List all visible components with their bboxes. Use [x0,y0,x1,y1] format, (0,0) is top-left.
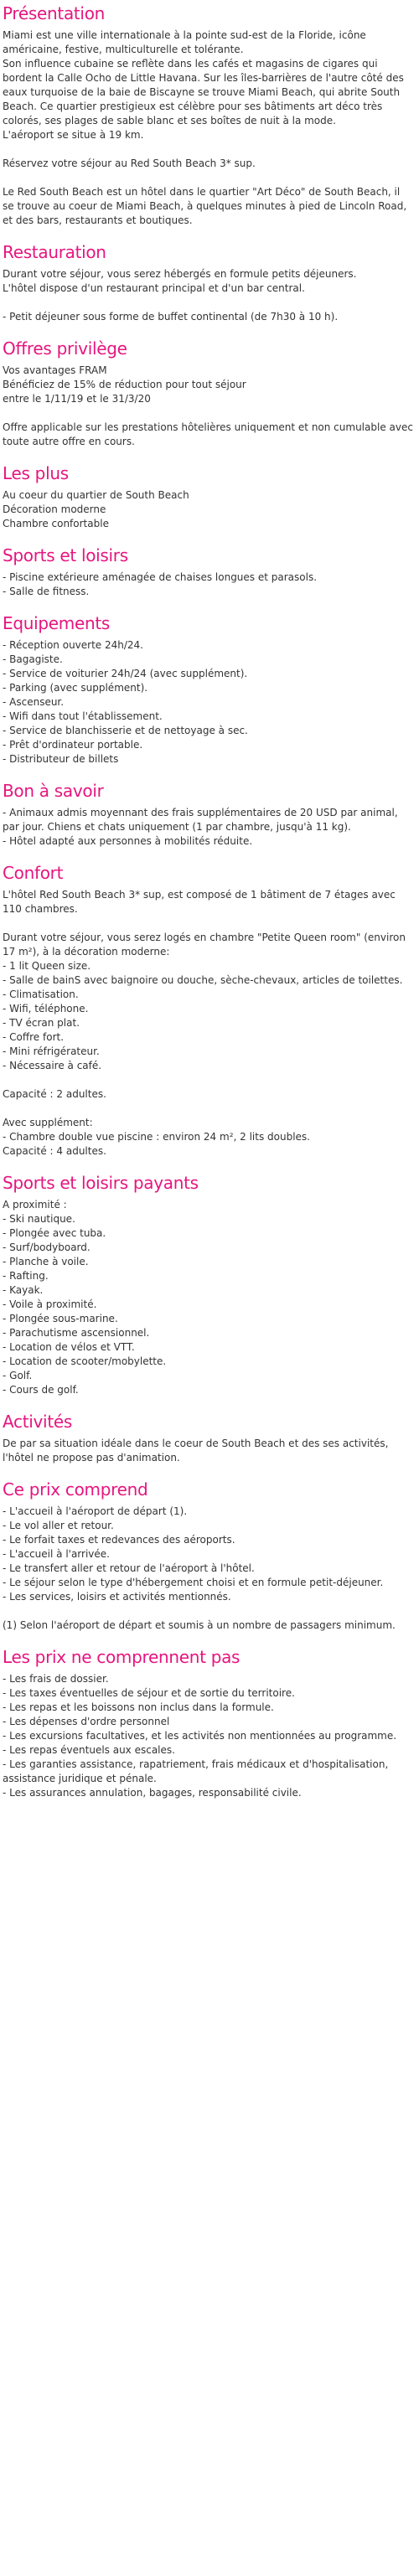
section-body [3,267,413,324]
paragraph-spacer [3,296,413,310]
section [3,337,413,449]
list-item: - Parachutisme ascensionnel. [3,1327,150,1339]
list-item: - Surf/bodyboard. [3,1242,91,1253]
list-item: - 1 lit Queen size. [3,960,91,972]
paragraph-line: L'hôtel dispose d'un restaurant principal et d'un bar central. [3,282,305,294]
paragraph-spacer [3,1102,413,1116]
section [3,1645,413,1800]
list-item: - Les excursions facultatives, et les activités non mentionnées au programme. [3,1730,397,1742]
list-item: - Rafting. [3,1270,49,1282]
paragraph-spacer [3,171,413,185]
section [3,2,413,228]
paragraph-line: Au coeur du quartier de South Beach [3,489,189,501]
paragraph-line: De par sa situation idéale dans le coeur de South Beach et des ses activités, l'hôtel ne propose pas d'animation. [3,1438,389,1464]
paragraph-line: Avec supplément: [3,1117,93,1128]
list-item: - Kayak. [3,1284,44,1296]
section-body [3,364,413,449]
paragraph-line: Capacité : 2 adultes. [3,1088,106,1100]
section-body [3,1437,413,1465]
paragraph-line: Durant votre séjour, vous serez hébergés en formule petits déjeuners. [3,268,357,280]
paragraph-line: Réservez votre séjour au Red South Beach 3* sup. [3,157,256,169]
paragraph-spacer [3,142,413,157]
list-item: - Les dépenses d'ordre personnel [3,1716,170,1727]
paragraph-spacer [3,916,413,931]
paragraph-spacer [3,1604,413,1618]
paragraph-line: entre le 1/11/19 et le 31/3/20 [3,393,151,405]
list-item: - Planche à voile. [3,1256,89,1267]
list-item: - Les repas éventuels aux escales. [3,1744,175,1756]
list-item: - Les services, loisirs et activités mentionnés. [3,1591,231,1603]
list-item: - Voile à proximité. [3,1298,97,1310]
list-item: - Petit déjeuner sous forme de buffet continental (de 7h30 à 10 h). [3,311,339,323]
list-item: - Chambre double vue piscine : environ 24 m², 2 lits doubles. [3,1131,310,1143]
section [3,462,413,531]
section-title: Restauration [3,242,106,262]
section-body [3,570,413,599]
section [3,1410,413,1465]
paragraph-line: A proximité : [3,1199,67,1211]
section-body [3,888,413,1159]
list-item: - L'accueil à l'arrivée. [3,1548,110,1560]
list-item: - Service de blanchisserie et de nettoyage à sec. [3,725,248,736]
section-title: Offres privilège [3,338,127,359]
paragraph-line: Chambre confortable [3,518,109,529]
section-body [3,1198,413,1397]
paragraph-line: Bénéficiez de 15% de réduction pour tout séjour [3,379,246,390]
list-item: - Wifi, téléphone. [3,1003,89,1014]
paragraph-line: Miami est une ville internationale à la pointe sud-est de la Floride, icône américaine, festive, multiculturelle et tolérante. [3,29,366,55]
list-item: - Les repas et les boissons non inclus dans la formule. [3,1701,274,1713]
list-item: - Service de voiturier 24h/24 (avec supplément). [3,668,248,679]
list-item: - Les garanties assistance, rapatriement, frais médicaux et d'hospitalisation, assistance juridique et pénale. [3,1758,389,1784]
section-body [3,1505,413,1633]
paragraph-line: Durant votre séjour, vous serez logés en chambre "Petite Queen room" (environ 17 m²), à la décoration moderne: [3,932,406,958]
section [3,544,413,599]
list-item: - Le séjour selon le type d'hébergement choisi et en formule petit-déjeuner. [3,1577,384,1588]
list-item: - Prêt d'ordinateur portable. [3,739,143,751]
list-item: - Wifi dans tout l'établissement. [3,710,163,722]
list-item: - Location de scooter/mobylette. [3,1355,167,1367]
section [3,1171,413,1397]
list-item: - Les assurances annulation, bagages, responsabilité civile. [3,1787,302,1799]
paragraph-line: Offre applicable sur les prestations hôtelières uniquement et non cumulable avec toute autre offre en cours. [3,421,413,447]
section-title: Les prix ne comprennent pas [3,1647,241,1667]
section-body [3,806,413,849]
section-title: Equipements [3,613,110,633]
section-title: Bon à savoir [3,781,104,801]
section [3,1478,413,1633]
paragraph-line: Vos avantages FRAM [3,364,107,376]
list-item: - Cours de golf. [3,1384,79,1396]
section [3,779,413,849]
section-title: Les plus [3,463,69,483]
section-title: Présentation [3,3,106,23]
list-item: - Plongée sous-marine. [3,1313,118,1324]
list-item: - Le forfait taxes et redevances des aéroports. [3,1534,235,1546]
paragraph-line: Décoration moderne [3,503,106,515]
section [3,240,413,324]
list-item: - Mini réfrigérateur. [3,1045,100,1057]
section-title: Sports et loisirs [3,545,128,565]
list-item: - Réception ouverte 24h/24. [3,639,143,651]
list-item: - Ascenseur. [3,696,65,708]
list-item: - L'accueil à l'aéroport de départ (1). [3,1505,188,1517]
list-item: - Piscine extérieure aménagée de chaises longues et parasols. [3,571,318,583]
section-body [3,28,413,228]
list-item: - Parking (avec supplément). [3,682,148,694]
section [3,861,413,1159]
section-title: Sports et loisirs payants [3,1173,199,1193]
paragraph-line: Le Red South Beach est un hôtel dans le quartier "Art Déco" de South Beach, il se trouve au coeur de Miami Beach, à quelques minutes à pied de Lincoln Road, et des bars, restaurants et boutiques. [3,186,407,226]
list-item: - Hôtel adapté aux personnes à mobilités réduite. [3,835,253,847]
section [3,612,413,767]
section-body [3,1672,413,1800]
paragraph-line: Capacité : 4 adultes. [3,1145,106,1157]
list-item: - Coffre fort. [3,1031,65,1043]
list-item: - Les frais de dossier. [3,1673,109,1685]
section-title: Ce prix comprend [3,1479,148,1500]
list-item: - Le vol aller et retour. [3,1520,114,1531]
paragraph-line: L'hôtel Red South Beach 3* sup, est composé de 1 bâtiment de 7 étages avec 110 chambres. [3,889,396,915]
list-item: - Climatisation. [3,989,79,1000]
list-item: - Golf. [3,1370,33,1381]
section-body [3,638,413,767]
list-item: - Le transfert aller et retour de l'aéroport à l'hôtel. [3,1562,255,1574]
list-item: - Location de vélos et VTT. [3,1341,135,1353]
list-item: - Nécessaire à café. [3,1060,102,1071]
section-title: Confort [3,863,64,883]
paragraph-line: (1) Selon l'aéroport de départ et soumis à un nombre de passagers minimum. [3,1619,396,1631]
paragraph-spacer [3,1073,413,1087]
list-item: - Salle de fitness. [3,586,90,597]
paragraph-line: Son influence cubaine se reflète dans les cafés et magasins de cigares qui bordent la Calle Ocho de Little Havana. Sur les îles-barrières de l'autre côté des eaux turquoise de la baie de Biscayne se trouve Miami Beach, qui abrite South Beach. Ce quartier prestigieux est célèbre pour ses bâtiments art déco très colorés, ses plages de sable blanc et ses boîtes de nuit à la mode. [3,58,404,126]
list-item: - TV écran plat. [3,1017,80,1029]
section-body [3,488,413,531]
list-item: - Salle de bainS avec baignoire ou douche, sèche-chevaux, articles de toilettes. [3,974,403,986]
section-title: Activités [3,1412,72,1432]
list-item: - Ski nautique. [3,1213,75,1225]
list-item: - Animaux admis moyennant des frais supplémentaires de 20 USD par animal, par jour. Chiens et chats uniquement (1 par chambre, jusqu'à 11 kg). [3,807,398,833]
list-item: - Distributeur de billets [3,753,119,765]
paragraph-line: L'aéroport se situe à 19 km. [3,129,144,141]
list-item: - Bagagiste. [3,653,63,665]
paragraph-spacer [3,406,413,421]
list-item: - Les taxes éventuelles de séjour et de sortie du territoire. [3,1687,295,1699]
list-item: - Plongée avec tuba. [3,1227,106,1239]
